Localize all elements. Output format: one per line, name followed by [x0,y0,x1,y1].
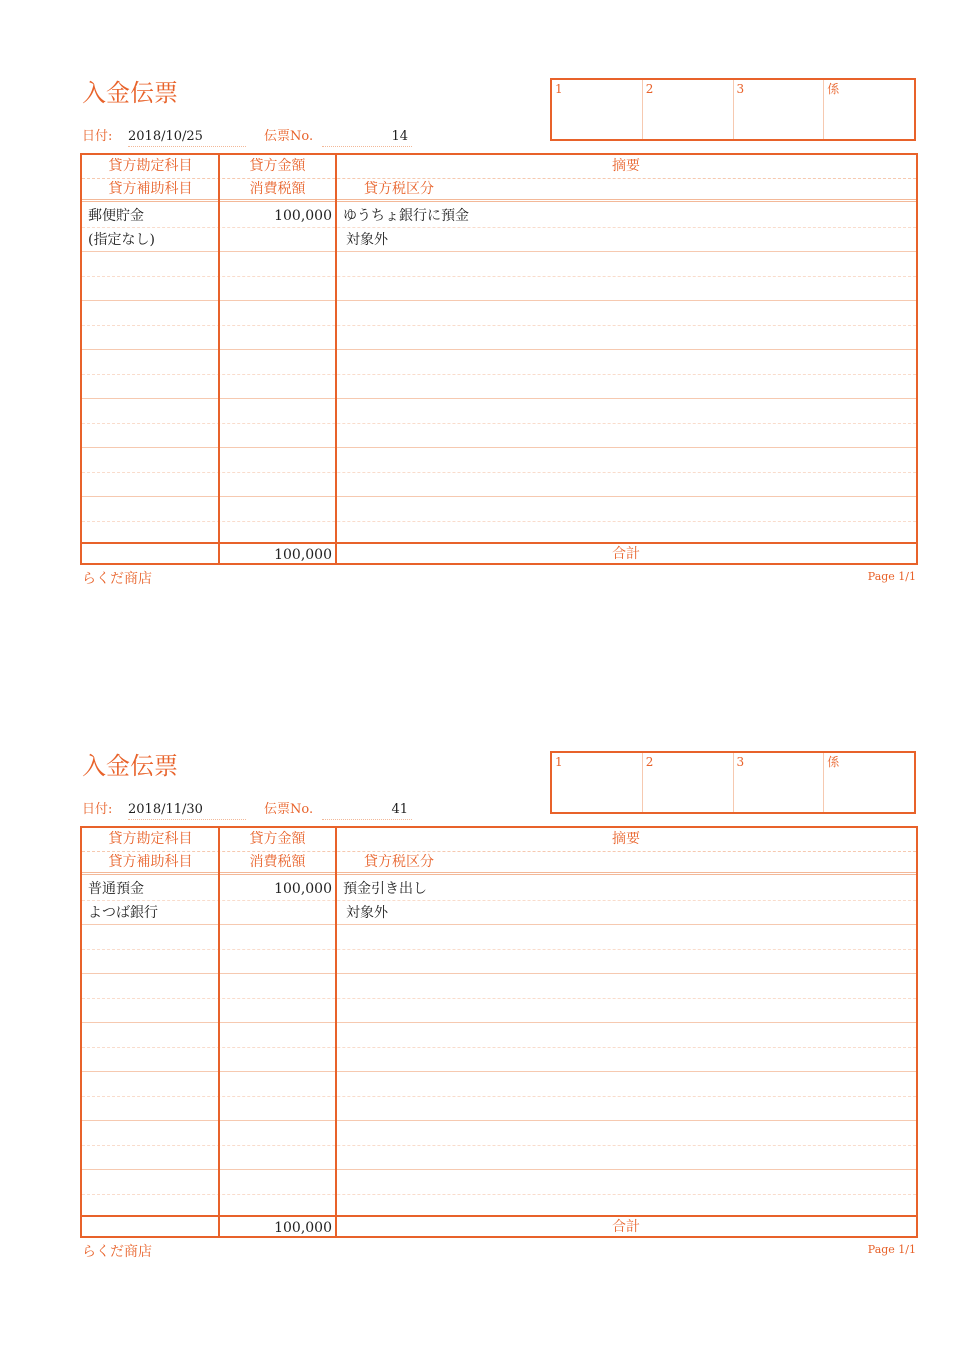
entry-amount: 100,000 [274,208,332,224]
voucher-2 [0,751,965,1291]
column-divider [335,828,337,1236]
column-divider [335,155,337,563]
header-taxclass: 貸方税区分 [364,854,434,870]
row-divider [82,973,916,974]
row-divider [82,276,916,277]
row-divider [82,1096,916,1097]
entry-account: 郵便貯金 [88,208,144,224]
entry-account: 普通預金 [88,881,144,897]
header-account: 貸方勘定科目 [108,158,193,174]
date-value: 2018/10/25 [128,128,246,147]
header-account: 貸方勘定科目 [108,831,193,847]
date-label: 日付: [82,802,113,817]
approval-cell-1: 1 [552,753,643,812]
store-name: らくだ商店 [82,1244,152,1260]
row-divider [82,300,916,301]
voucher-table [80,826,918,1238]
row-divider [82,251,916,252]
row-divider [82,447,916,448]
approval-stamp-box [550,78,916,141]
voucher-no-label: 伝票No. [264,802,314,817]
voucher-title: 入金伝票 [82,752,178,780]
row-divider [82,325,916,326]
row-divider [82,472,916,473]
header-summary: 摘要 [612,831,640,847]
row-divider [82,1022,916,1023]
entry-taxclass: 対象外 [346,232,388,248]
row-divider [82,496,916,497]
row-divider [82,1047,916,1048]
row-divider [82,349,916,350]
row-divider [82,1145,916,1146]
total-label: 合計 [612,546,640,562]
row-divider [82,1071,916,1072]
page-number: Page 1/1 [867,1243,916,1256]
row-divider [82,900,916,901]
row-divider [82,227,916,228]
row-divider [82,998,916,999]
approval-cell-staff: 係 [827,755,840,769]
total-amount: 100,000 [274,1220,332,1236]
voucher-title: 入金伝票 [82,79,178,107]
date-label: 日付: [82,129,113,144]
row-divider [82,374,916,375]
date-value: 2018/11/30 [128,801,246,820]
row-divider [82,1169,916,1170]
page-number: Page 1/1 [867,570,916,583]
row-divider [82,949,916,950]
row-divider [82,398,916,399]
row-divider [82,423,916,424]
approval-cell-staff: 係 [827,82,840,96]
approval-cell-2: 2 [643,80,734,139]
voucher-table [80,153,918,565]
header-subaccount: 貸方補助科目 [108,181,193,197]
table-header [82,828,916,875]
entry-subaccount: (指定なし) [88,232,155,248]
voucher-no-value: 14 [322,128,412,147]
entry-subaccount: よつば銀行 [88,905,158,921]
header-tax: 消費税額 [249,181,306,197]
approval-stamp-box [550,751,916,814]
voucher-1 [0,78,965,618]
header-summary: 摘要 [612,158,640,174]
approval-cell-2: 2 [643,753,734,812]
voucher-no-label: 伝票No. [264,129,314,144]
approval-cell-3: 3 [734,753,825,812]
row-divider [82,1120,916,1121]
table-header [82,155,916,202]
total-amount: 100,000 [274,547,332,563]
voucher-no-value: 41 [322,801,412,820]
row-divider [82,924,916,925]
approval-cell-1: 1 [552,80,643,139]
entry-summary: ゆうちょ銀行に預金 [343,208,469,224]
header-subaccount: 貸方補助科目 [108,854,193,870]
row-divider [82,1194,916,1195]
entry-summary: 預金引き出し [343,881,427,897]
header-amount: 貸方金額 [249,831,306,847]
total-label: 合計 [612,1219,640,1235]
approval-cell-3: 3 [734,80,825,139]
entry-taxclass: 対象外 [346,905,388,921]
row-divider [82,521,916,522]
header-amount: 貸方金額 [249,158,306,174]
entry-amount: 100,000 [274,881,332,897]
store-name: らくだ商店 [82,571,152,587]
header-taxclass: 貸方税区分 [364,181,434,197]
header-tax: 消費税額 [249,854,306,870]
